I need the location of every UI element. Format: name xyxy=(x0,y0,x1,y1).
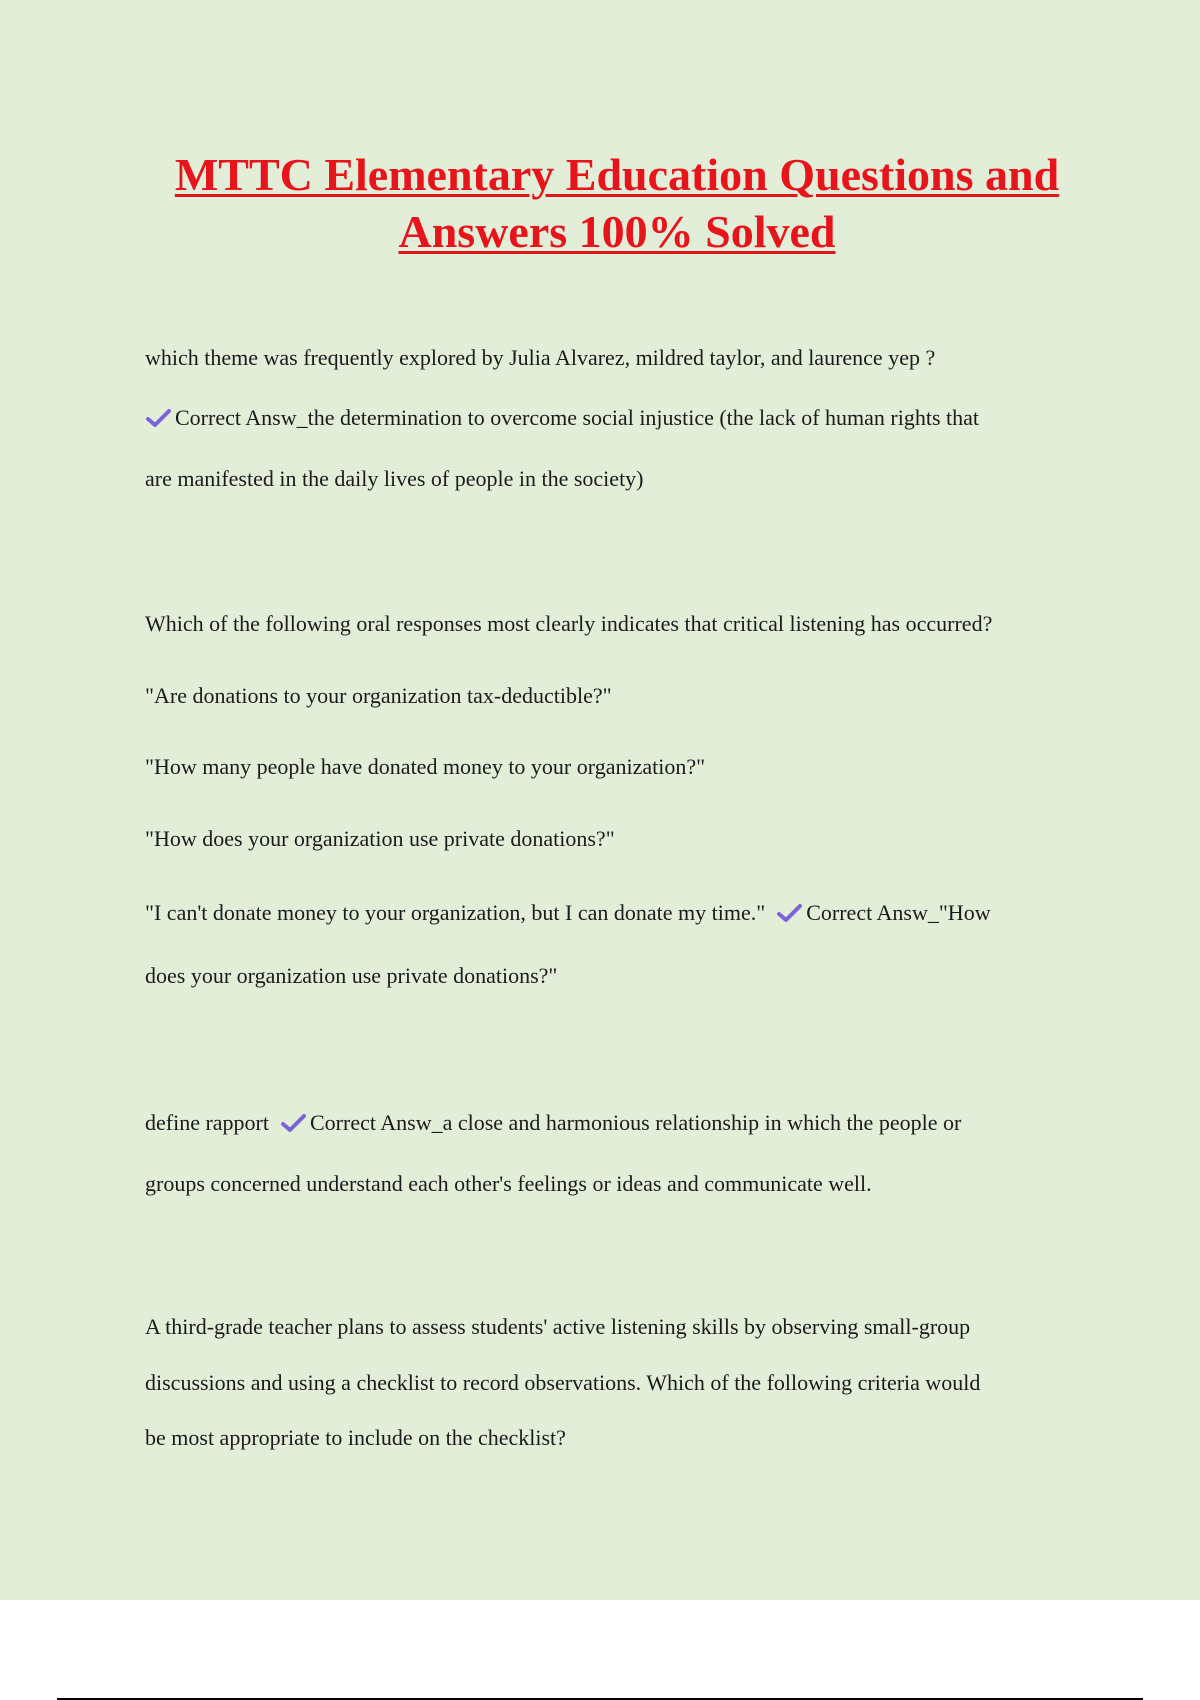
question-1-text: which theme was frequently explored by Julia Alvarez, mildred taylor, and laurence yep ? xyxy=(145,345,936,370)
option-text: "I can't donate money to your organization, but I can donate my time." xyxy=(145,900,766,925)
answer-label: Correct Answ_ xyxy=(175,405,308,430)
question-2-answer-line-2: does your organization use private donations?" xyxy=(145,963,558,988)
title-line-1: MTTC Elementary Education Questions and xyxy=(174,149,1060,200)
question-3-answer-line-2: groups concerned understand each other's feelings or ideas and communicate well. xyxy=(145,1171,872,1196)
question-4-line-3: be most appropriate to include on the checklist? xyxy=(145,1425,566,1450)
question-1-answer-line-2: are manifested in the daily lives of people in the society) xyxy=(145,466,644,491)
document-title xyxy=(100,146,1134,260)
question-2-option-4-answer xyxy=(145,900,1085,926)
answer-text: "How xyxy=(938,900,991,925)
question-4-line-1: A third-grade teacher plans to assess students' active listening skills by observing small-group xyxy=(145,1314,971,1339)
question-2-option-1: "Are donations to your organization tax-deductible?" xyxy=(145,683,612,708)
answer-text: a close and harmonious relationship in which the people or xyxy=(442,1110,962,1135)
check-mark-icon xyxy=(145,408,172,428)
answer-label: Correct Answ_ xyxy=(310,1110,443,1135)
answer-text: the determination to overcome social injustice (the lack of human rights that xyxy=(307,405,980,430)
question-1-answer-line-1 xyxy=(145,405,1085,431)
title-line-2: Answers 100% Solved xyxy=(398,206,836,257)
check-mark-icon xyxy=(776,903,803,923)
question-2-option-2: "How many people have donated money to your organization?" xyxy=(145,754,706,779)
question-4-line-2: discussions and using a checklist to record observations. Which of the following criteria would xyxy=(145,1370,981,1395)
question-3-text: define rapport xyxy=(145,1110,269,1135)
question-2-text: Which of the following oral responses most clearly indicates that critical listening has occurred? xyxy=(145,611,993,636)
question-3-line-1 xyxy=(145,1110,1085,1136)
check-mark-icon xyxy=(280,1113,307,1133)
answer-label: Correct Answ_ xyxy=(806,900,939,925)
question-2-option-3: "How does your organization use private donations?" xyxy=(145,826,615,851)
